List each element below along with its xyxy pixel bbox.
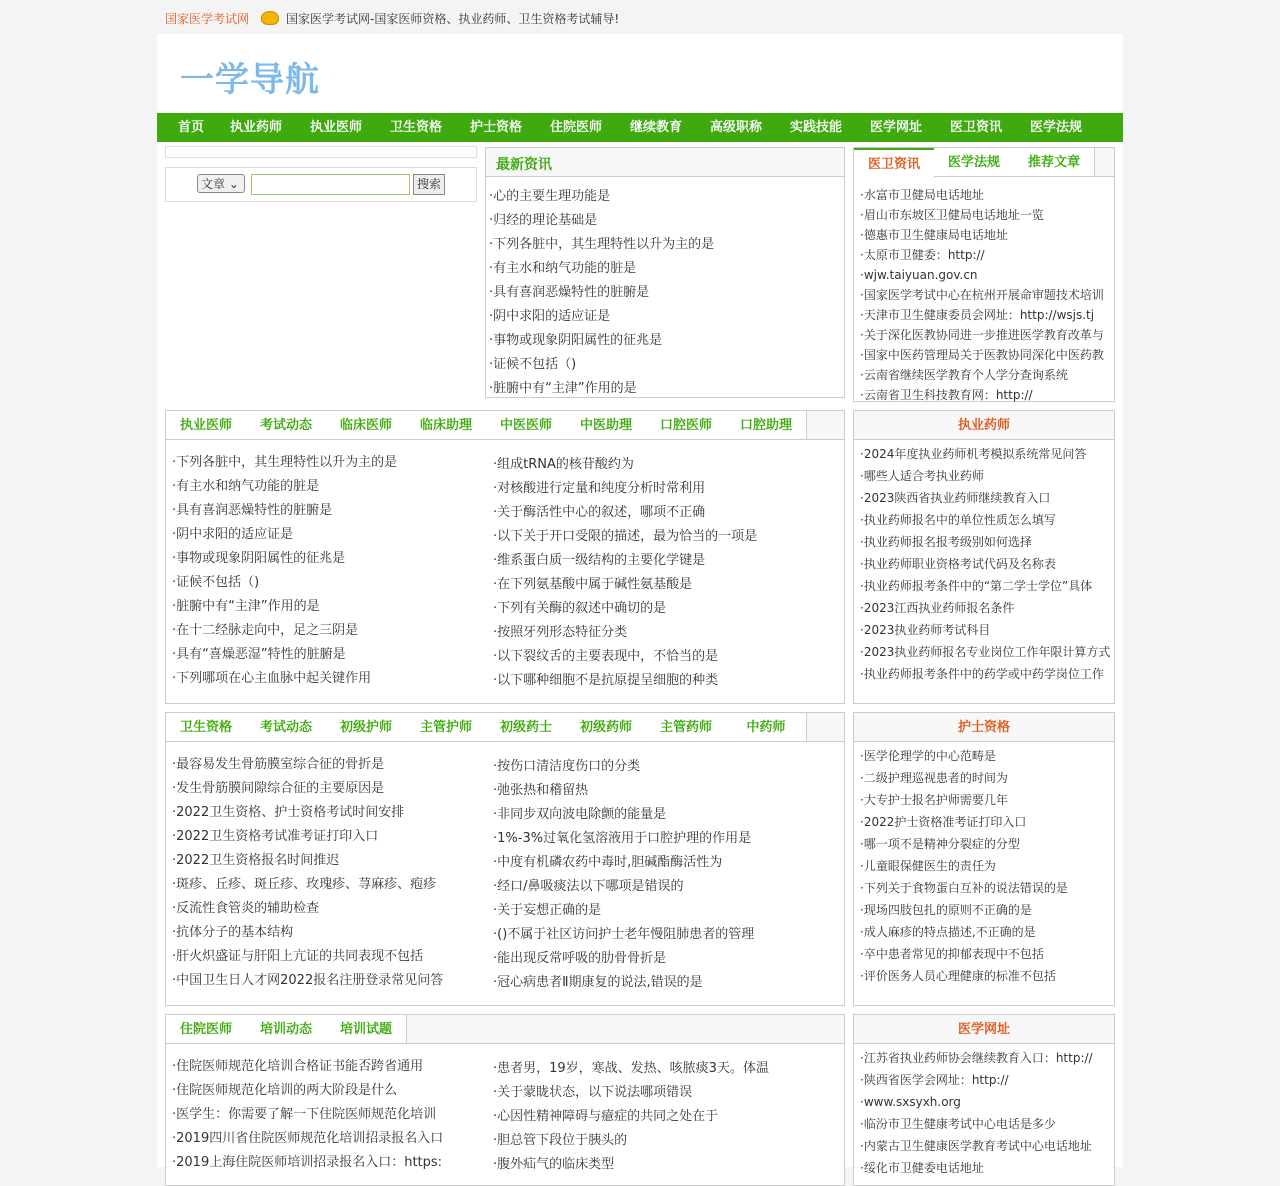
list-item[interactable]: · 国家医学考试中心在杭州开展命审题技术培训 [860, 285, 1112, 305]
list-item[interactable]: · 具有喜润恶燥特性的脏腑是 [172, 499, 482, 523]
list-item[interactable]: · 2019上海住院医师培训招录报名入口：https: [172, 1151, 482, 1175]
notice-text: 国家医学考试网-国家医师资格、执业药师、卫生资格考试辅导! [286, 12, 620, 26]
list-item[interactable]: · 绥化市卫健委电话地址 [860, 1157, 1112, 1179]
list-item[interactable]: · 反流性食管炎的辅助检查 [172, 897, 482, 921]
list-item[interactable]: · 2022卫生资格考试准考证打印入口 [172, 825, 482, 849]
right-news-tabs [854, 148, 1114, 177]
tab-0[interactable]: 执业医师 [166, 411, 247, 439]
list-item[interactable]: · 下列关于食物蛋白互补的说法错误的是 [860, 877, 1112, 899]
sec2-list-right [493, 755, 838, 995]
list-item[interactable]: · 发生骨筋膜间隙综合征的主要原因是 [172, 777, 482, 801]
side-urls [853, 1014, 1115, 1186]
list-item[interactable]: · 2022护士资格准考证打印入口 [860, 811, 1112, 833]
tab-2[interactable]: 初级护师 [326, 713, 407, 741]
list-item[interactable]: · 关于深化医教协同进一步推进医学教育改革与 [860, 325, 1112, 345]
list-item[interactable]: · 哪一项不是精神分裂症的分型 [860, 833, 1112, 855]
side-pharmacist [853, 410, 1115, 704]
tab-2[interactable]: 培训试题 [326, 1015, 407, 1043]
list-item[interactable]: · 抗体分子的基本结构 [172, 921, 482, 945]
latest-news-list [489, 185, 841, 401]
list-item[interactable]: · 住院医师规范化培训合格证书能否跨省通用 [172, 1055, 482, 1079]
list-item[interactable]: · 大专护士报名护师需要几年 [860, 789, 1112, 811]
list-item[interactable]: · 阴中求阳的适应证是 [489, 305, 841, 329]
list-item[interactable]: · 太原市卫健委：http:// [860, 245, 1112, 265]
sec3-side-list [860, 1047, 1112, 1179]
list-item[interactable]: · 2023执业药师考试科目 [860, 619, 1112, 641]
list-item[interactable]: · 关于妄想正确的是 [493, 899, 838, 923]
sec3-list-right [493, 1057, 838, 1177]
list-item[interactable]: · 住院医师规范化培训的两大阶段是什么 [172, 1079, 482, 1103]
tab-1[interactable]: 考试动态 [246, 411, 327, 439]
tab-6[interactable]: 主管药师 [646, 713, 727, 741]
list-item[interactable]: · 在十二经脉走向中，足之三阴是 [172, 619, 482, 643]
list-item[interactable]: · 国家中医药管理局关于医教协同深化中医药教 [860, 345, 1112, 365]
list-item[interactable]: · 儿童眼保健医生的责任为 [860, 855, 1112, 877]
list-item[interactable]: · 心的主要生理功能是 [489, 185, 841, 209]
left-banner-box [165, 146, 477, 158]
page-container [157, 0, 1123, 1175]
site-logo[interactable]: 一学导航 [180, 60, 320, 100]
list-item[interactable]: · 哪些人适合考执业药师 [860, 465, 1112, 487]
list-item[interactable]: · 腹外疝气的临床类型 [493, 1153, 838, 1177]
sec1-side-title[interactable]: 执业药师 [854, 411, 1114, 440]
list-item[interactable]: · 斑疹、丘疹、斑丘疹、玫瑰疹、荨麻疹、疱疹 [172, 873, 482, 897]
nav-link[interactable]: 高级职称 [710, 120, 763, 135]
search-type-select[interactable]: 文章 ⌄ [197, 174, 245, 193]
list-item[interactable]: · 脏腑中有“主津”作用的是 [489, 377, 841, 401]
list-item[interactable]: · 下列哪项在心主血脉中起关键作用 [172, 667, 482, 691]
list-item[interactable]: · 具有“喜燥恶湿”特性的脏腑是 [172, 643, 482, 667]
list-item[interactable]: · 胆总管下段位于胰头的 [493, 1129, 838, 1153]
list-item[interactable]: · 执业药师报名报考级别如何选择 [860, 531, 1112, 553]
tab-3[interactable]: 主管护师 [406, 713, 487, 741]
sec1-list-left [172, 451, 482, 691]
list-item[interactable]: · 冠心病患者Ⅱ期康复的说法,错误的是 [493, 971, 838, 995]
nav-link[interactable]: 实践技能 [790, 120, 843, 135]
list-item[interactable]: · 2024年度执业药师机考模拟系统常见问答 [860, 443, 1112, 465]
list-item[interactable]: · 以下哪种细胞不是抗原提呈细胞的种类 [493, 669, 838, 693]
list-item[interactable]: · 2023江西执业药师报名条件 [860, 597, 1112, 619]
list-item[interactable]: · 证候不包括（) [172, 571, 482, 595]
list-item[interactable]: · 执业药师报考条件中的药学或中药学岗位工作 [860, 663, 1112, 685]
list-item[interactable]: · 非同步双向波电除颤的能量是 [493, 803, 838, 827]
sec1-side-list [860, 443, 1112, 685]
right-news-box [853, 147, 1115, 402]
list-item[interactable]: · 事物或现象阴阳属性的征兆是 [489, 329, 841, 353]
list-item[interactable]: · 执业药师报考条件中的“第二学士学位”具体 [860, 575, 1112, 597]
list-item[interactable]: · ()不属于社区访问护士老年慢阻肺患者的管理 [493, 923, 838, 947]
list-item[interactable]: · wjw.taiyuan.gov.cn [860, 265, 1112, 285]
tab-7[interactable]: 中药师 [726, 713, 807, 741]
list-item[interactable]: · www.sxsyxh.org [860, 1091, 1112, 1113]
list-item[interactable]: · 组成tRNA的核苷酸约为 [493, 453, 838, 477]
list-item[interactable]: · 能出现反常呼吸的肋骨骨折是 [493, 947, 838, 971]
tab-6[interactable]: 口腔医师 [646, 411, 727, 439]
tab-1[interactable]: 考试动态 [246, 713, 327, 741]
list-item[interactable]: · 有主水和纳气功能的脏是 [489, 257, 841, 281]
list-item[interactable]: · 德惠市卫生健康局电话地址 [860, 225, 1112, 245]
list-item[interactable]: · 成人麻疹的特点描述,不正确的是 [860, 921, 1112, 943]
list-item[interactable]: · 2023执业药师报名专业岗位工作年限计算方式 [860, 641, 1112, 663]
nav-link[interactable]: 医学法规 [1030, 120, 1083, 135]
list-item[interactable]: · 现场四肢包扎的原则不正确的是 [860, 899, 1112, 921]
list-item[interactable]: · 以下裂纹舌的主要表现中，不恰当的是 [493, 645, 838, 669]
list-item[interactable]: · 水富市卫健局电话地址 [860, 185, 1112, 205]
list-item[interactable]: · 经口/鼻吸痰法以下哪项是错误的 [493, 875, 838, 899]
header [157, 34, 1123, 112]
nav-link[interactable]: 护士资格 [470, 120, 523, 135]
list-item[interactable]: · 2022卫生资格报名时间推迟 [172, 849, 482, 873]
list-item[interactable]: · 1%-3%过氧化氢溶液用于口腔护理的作用是 [493, 827, 838, 851]
list-item[interactable]: · 2022卫生资格、护士资格考试时间安排 [172, 801, 482, 825]
nav-link[interactable]: 执业医师 [310, 120, 363, 135]
list-item[interactable]: · 内蒙古卫生健康医学教育考试中心电话地址 [860, 1135, 1112, 1157]
list-item[interactable]: · 维系蛋白质一级结构的主要化学键是 [493, 549, 838, 573]
list-item[interactable]: · 下列有关酶的叙述中确切的是 [493, 597, 838, 621]
list-item[interactable]: · 按伤口清洁度伤口的分类 [493, 755, 838, 779]
sec2-list-left [172, 753, 482, 993]
tab-3[interactable]: 临床助理 [406, 411, 487, 439]
list-item[interactable]: · 中国卫生日人才网2022报名注册登录常见问答 [172, 969, 482, 993]
list-item[interactable]: · 弛张热和稽留热 [493, 779, 838, 803]
nav-link[interactable]: 医卫资讯 [950, 120, 1003, 135]
list-item[interactable]: · 归经的理论基础是 [489, 209, 841, 233]
site-name-link[interactable]: 国家医学考试网 [165, 12, 250, 26]
tab-5[interactable]: 中医助理 [566, 411, 647, 439]
list-item[interactable]: · 肝火炽盛证与肝阳上亢证的共同表现不包括 [172, 945, 482, 969]
list-item[interactable]: · 2019四川省住院医师规范化培训招录报名入口 [172, 1127, 482, 1151]
list-item[interactable]: · 按照牙列形态特征分类 [493, 621, 838, 645]
list-item[interactable]: · 下列各脏中，其生理特性以升为主的是 [489, 233, 841, 257]
list-item[interactable]: · 关于酶活性中心的叙述，哪项不正确 [493, 501, 838, 525]
list-item[interactable]: · 执业药师职业资格考试代码及名称表 [860, 553, 1112, 575]
sec1-tabs [166, 411, 844, 440]
tab-4[interactable]: 初级药士 [486, 713, 567, 741]
list-item[interactable]: · 最容易发生骨筋膜室综合征的骨折是 [172, 753, 482, 777]
list-item[interactable]: · 事物或现象阴阳属性的征兆是 [172, 547, 482, 571]
list-item[interactable]: · 二级护理巡视患者的时间为 [860, 767, 1112, 789]
list-item[interactable]: · 评价医务人员心理健康的标准不包括 [860, 965, 1112, 987]
list-item[interactable]: · 陕西省医学会网址：http:// [860, 1069, 1112, 1091]
tab-2[interactable]: 临床医师 [326, 411, 407, 439]
list-item[interactable]: · 江苏省执业药师协会继续教育入口：http:// [860, 1047, 1112, 1069]
sec3-tabs [166, 1015, 844, 1044]
list-item[interactable]: · 执业药师报名中的单位性质怎么填写 [860, 509, 1112, 531]
tab-0[interactable]: 医卫资讯 [854, 148, 935, 178]
list-item[interactable]: · 对核酸进行定量和纯度分析时常利用 [493, 477, 838, 501]
tab-0[interactable]: 卫生资格 [166, 713, 247, 741]
nav-link[interactable]: 执业药师 [230, 120, 283, 135]
tab-7[interactable]: 口腔助理 [726, 411, 807, 439]
section-health [165, 712, 845, 1006]
list-item[interactable]: · 在下列氨基酸中属于碱性氨基酸是 [493, 573, 838, 597]
list-item[interactable]: · 以下关于开口受限的描述，最为恰当的一项是 [493, 525, 838, 549]
search-input[interactable] [251, 174, 410, 195]
list-item[interactable]: · 眉山市东坡区卫健局电话地址一览 [860, 205, 1112, 225]
list-item[interactable]: · 云南省继续医学教育个人学分查询系统 [860, 365, 1112, 385]
latest-news-header [486, 148, 844, 177]
list-item[interactable]: · 云南省卫生科技教育网：http:// [860, 385, 1112, 405]
list-item[interactable]: · 心因性精神障碍与癔症的共同之处在于 [493, 1105, 838, 1129]
nav-link[interactable]: 首页 [178, 120, 205, 135]
tab-1[interactable]: 医学法规 [934, 148, 1015, 176]
tab-4[interactable]: 中医医师 [486, 411, 567, 439]
list-item[interactable]: · 卒中患者常见的抑郁表现中不包括 [860, 943, 1112, 965]
nav-link[interactable]: 继续教育 [630, 120, 683, 135]
tab-5[interactable]: 初级药师 [566, 713, 647, 741]
sec2-side-title[interactable]: 护士资格 [854, 713, 1114, 742]
latest-news-title: 最新资讯 [496, 157, 552, 173]
section-doctor [165, 410, 845, 704]
main-nav [157, 113, 1123, 142]
list-item[interactable]: · 脏腑中有“主津”作用的是 [172, 595, 482, 619]
section-resident [165, 1014, 845, 1186]
search-button[interactable]: 搜索 [413, 174, 445, 195]
nav-link[interactable]: 医学网址 [870, 120, 923, 135]
sec2-tabs [166, 713, 844, 742]
sec2-side-list [860, 745, 1112, 987]
side-nurse [853, 712, 1115, 1006]
list-item[interactable]: · 阴中求阳的适应证是 [172, 523, 482, 547]
tab-1[interactable]: 培训动态 [246, 1015, 327, 1043]
nav-link[interactable]: 住院医师 [550, 120, 603, 135]
list-item[interactable]: · 医学伦理学的中心范畴是 [860, 745, 1112, 767]
tab-0[interactable]: 住院医师 [166, 1015, 247, 1043]
sec3-list-left [172, 1055, 482, 1175]
list-item[interactable]: · 证候不包括（) [489, 353, 841, 377]
list-item[interactable]: · 患者男，19岁，寒战、发热、咳脓痰3天。体温 [493, 1057, 838, 1081]
right-news-list [860, 185, 1112, 405]
notice-icon [261, 11, 279, 25]
list-item[interactable]: · 有主水和纳气功能的脏是 [172, 475, 482, 499]
sec1-list-right [493, 453, 838, 693]
list-item[interactable]: · 临汾市卫生健康考试中心电话是多少 [860, 1113, 1112, 1135]
list-item[interactable]: · 下列各脏中，其生理特性以升为主的是 [172, 451, 482, 475]
tab-2[interactable]: 推荐文章 [1014, 148, 1095, 176]
list-item[interactable]: · 中度有机磷农药中毒时,胆碱酯酶活性为 [493, 851, 838, 875]
list-item[interactable]: · 2023陕西省执业药师继续教育入口 [860, 487, 1112, 509]
list-item[interactable]: · 关于蒙眬状态，以下说法哪项错误 [493, 1081, 838, 1105]
top-bar [157, 0, 1123, 34]
list-item[interactable]: · 天津市卫生健康委员会网址：http://wsjs.tj [860, 305, 1112, 325]
nav-link[interactable]: 卫生资格 [390, 120, 443, 135]
latest-news-box [485, 147, 845, 398]
sec3-side-title[interactable]: 医学网址 [854, 1015, 1114, 1044]
list-item[interactable]: · 医学生：你需要了解一下住院医师规范化培训 [172, 1103, 482, 1127]
list-item[interactable]: · 具有喜润恶燥特性的脏腑是 [489, 281, 841, 305]
